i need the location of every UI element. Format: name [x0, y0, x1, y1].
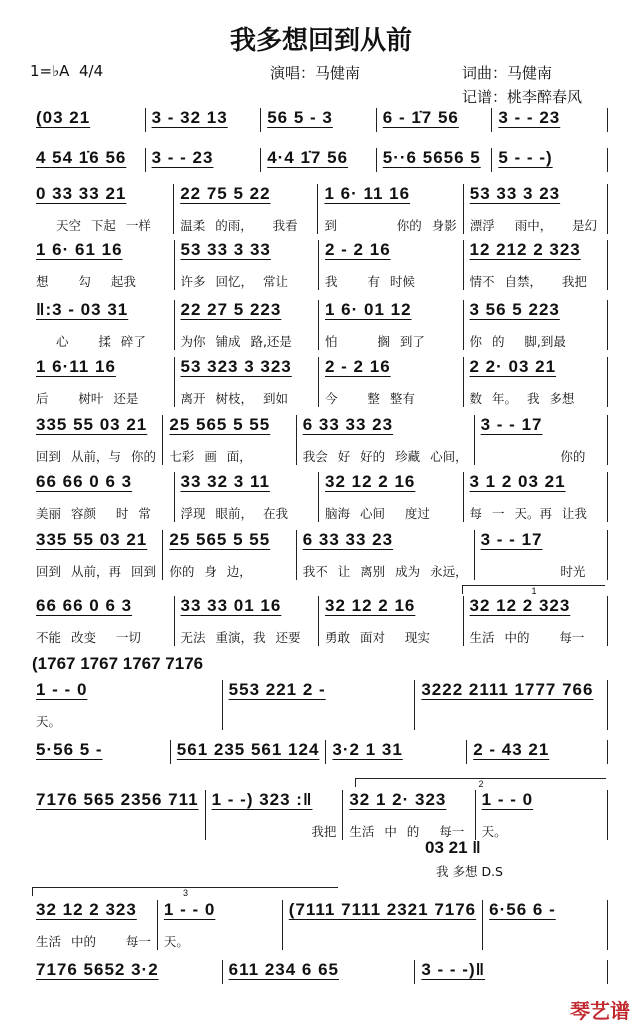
- staff-row: [30, 240, 608, 290]
- measure-notes: 22 75 5 22: [180, 184, 271, 203]
- measure-notes: 53 33 3 33: [180, 240, 271, 259]
- measure: [475, 530, 608, 580]
- measure-notes: 561 235 561 124: [176, 740, 320, 759]
- lyrics: 心 揉 碎了: [36, 334, 146, 349]
- singer: 演唱：马健南: [270, 64, 361, 82]
- measure: [283, 900, 483, 950]
- measure-notes: 32 1 2· 323: [349, 790, 447, 809]
- measure-notes: 3 56 5 223: [469, 300, 560, 319]
- lyrics: 今 整 整有: [325, 391, 415, 406]
- volta-2: 2: [355, 778, 606, 787]
- measure: [175, 300, 320, 350]
- lyrics: 我 有 时候: [325, 274, 415, 289]
- lyrics: 为你 铺成 路,还是: [180, 334, 292, 349]
- staff-row: [30, 960, 608, 984]
- measure: [343, 790, 475, 840]
- measure-notes: 1 - - 0: [36, 680, 88, 699]
- measure-notes: 2 - 43 21: [473, 740, 550, 759]
- measure-notes: 335 55 03 21: [36, 415, 148, 434]
- lyrics: 你 的 脚,到最: [469, 334, 566, 349]
- staff-row: [30, 300, 608, 350]
- measure-notes: 3 1 2 03 21: [469, 472, 566, 491]
- lyrics: 怕 搁 到了: [325, 334, 425, 349]
- composer: 词曲：马健南: [462, 64, 553, 82]
- measure-notes: 1 - - 0: [163, 900, 216, 919]
- measure: [415, 960, 608, 984]
- measure-notes: 1 6· 01 12: [325, 300, 412, 319]
- lyrics: 每 一 天。再 让我: [469, 506, 587, 521]
- key: 1=♭A: [30, 62, 70, 80]
- lyrics: 时光: [480, 564, 586, 579]
- lyrics: 想 勾 起我: [36, 274, 136, 289]
- lyrics: 七彩 画 面，: [169, 449, 252, 464]
- lyrics: 不能 改变 一切: [36, 630, 141, 645]
- measure-notes: 6 33 33 23: [302, 530, 394, 549]
- measure-notes: 66 66 0 6 3: [36, 472, 133, 491]
- measure-notes: 32 12 2 323: [469, 596, 571, 615]
- staff-row: [30, 357, 608, 407]
- measure: [464, 184, 608, 234]
- measure: [171, 740, 327, 764]
- staff-row: [30, 680, 608, 730]
- lyrics: 浮现 眼前， 在我: [180, 506, 288, 521]
- measure: [158, 900, 283, 950]
- song-title: 我多想回到从前: [229, 26, 412, 56]
- measure: [206, 790, 344, 840]
- measure: [319, 357, 464, 407]
- measure-notes: 611 234 6 65: [228, 960, 339, 979]
- staff-row: [30, 184, 608, 234]
- lyrics: 天。: [36, 714, 62, 729]
- measure: [223, 680, 416, 730]
- measure: [464, 240, 609, 290]
- measure: [175, 472, 320, 522]
- measure: [175, 240, 320, 290]
- measure-notes: 32 12 2 16: [325, 596, 416, 615]
- measure-notes: 3 - - 17: [480, 415, 543, 434]
- measure: [377, 148, 493, 172]
- measure-notes: 33 33 01 16: [180, 596, 282, 615]
- lyrics: 勇敢 面对 现实: [325, 630, 430, 645]
- measure: [319, 472, 464, 522]
- staff-row: [30, 472, 608, 522]
- measure: [492, 108, 608, 132]
- measure: [492, 148, 608, 172]
- measure-notes: 6 - 1̇7 56: [382, 108, 459, 127]
- lyrics: 生活 中的 每一: [469, 630, 585, 645]
- measure: [319, 240, 464, 290]
- measure: [30, 596, 175, 646]
- staff-row: [30, 108, 608, 132]
- measure: [30, 960, 223, 984]
- measure: [318, 184, 463, 234]
- lyrics: 你的 身 边，: [169, 564, 252, 579]
- measure-notes: 6·56 6 -: [489, 900, 556, 919]
- measure-notes: 25 565 5 55: [169, 530, 271, 549]
- measure-notes: 56 5 - 3: [267, 108, 333, 127]
- measure-notes: 7176 565 2356 711: [36, 790, 199, 809]
- measure-notes: 335 55 03 21: [36, 530, 148, 549]
- key-signature: [30, 62, 103, 80]
- measure-notes: 53 323 3 323: [180, 357, 292, 376]
- lyrics: 天空 下起 一样: [36, 218, 151, 233]
- measure: [297, 530, 475, 580]
- measure: [415, 680, 608, 730]
- measure-notes: 3·2 1 31: [332, 740, 403, 759]
- measure-notes: 66 66 0 6 3: [36, 596, 133, 615]
- lyrics: 离开 树枝， 到如: [180, 391, 288, 406]
- measure-notes: 3222 2111 1777 766: [421, 680, 594, 699]
- measure-notes: 4·4 1̇7 56: [267, 148, 349, 167]
- lyrics: 许多 回忆， 常让: [180, 274, 288, 289]
- measure: [30, 680, 223, 730]
- staff-row: [30, 148, 608, 172]
- staff-row: [30, 900, 608, 950]
- lyrics: 生活 中 的 每一: [349, 824, 465, 839]
- measure-notes: 5 - - -): [498, 148, 553, 167]
- measure-notes: 7176 5652 3·2: [36, 960, 159, 979]
- lyrics: 我不 让 离别 成为 永远，: [302, 564, 468, 579]
- measure: [464, 596, 609, 646]
- measure-notes: 4 54 1̇6 56: [36, 148, 127, 167]
- measure-notes: 25 565 5 55: [169, 415, 271, 434]
- ending-lyrics: 我 多想 D.S: [436, 864, 503, 879]
- measure: [163, 530, 296, 580]
- measure-notes: 2 2· 03 21: [469, 357, 557, 376]
- measure: [30, 300, 175, 350]
- lyrics: 我把: [211, 824, 337, 839]
- measure: [30, 240, 175, 290]
- measure-notes: 33 32 3 11: [180, 472, 270, 491]
- lyrics: 天。: [481, 824, 507, 839]
- measure: [30, 790, 206, 840]
- measure-notes: 3 - 32 13: [151, 108, 228, 127]
- measure: [261, 108, 377, 132]
- measure: [30, 184, 174, 234]
- measure: [377, 108, 493, 132]
- lyrics: 美丽 容颜 时 常: [36, 506, 151, 521]
- lyrics: 数 年。 我 多想: [469, 391, 575, 406]
- logo: 琴艺谱: [570, 999, 630, 1023]
- measure: [475, 415, 608, 465]
- measure-notes: 53 33 3 23: [469, 184, 561, 203]
- measure-notes: 32 12 2 323: [36, 900, 137, 919]
- lyrics: 回到 从前，再 回到: [36, 564, 156, 579]
- measure-notes: 32 12 2 16: [325, 472, 416, 491]
- measure-notes: (03 21: [36, 108, 91, 127]
- staff-row: [30, 596, 608, 646]
- measure: [467, 740, 608, 764]
- lyrics: 我会 好 好的 珍藏 心间，: [302, 449, 468, 464]
- staff-row: [30, 740, 608, 764]
- measure: [483, 900, 608, 950]
- measure: [464, 300, 609, 350]
- measure: [464, 472, 609, 522]
- measure-notes: 5··6 5656 5: [382, 148, 481, 167]
- transcriber: 记谱：桃李醉春风: [462, 88, 583, 106]
- staff-row: [30, 415, 608, 465]
- measure-notes: 3 - - 23: [151, 148, 214, 167]
- lyrics: 漂浮 雨中， 是幻: [469, 218, 598, 233]
- measure: [146, 148, 262, 172]
- measure: [30, 415, 163, 465]
- measure: [30, 357, 175, 407]
- lyrics: 温柔 的雨， 我看: [180, 218, 298, 233]
- measure-notes: 3 - - -)‖: [421, 960, 486, 979]
- time-signature: 4/4: [79, 62, 104, 80]
- measure-notes: 1 - - 0: [481, 790, 534, 809]
- measure: [464, 357, 609, 407]
- measure-notes: ‖:3 - 03 31: [36, 300, 129, 319]
- lyrics: 生活 中的 每一: [36, 934, 151, 949]
- measure-notes: 12 212 2 323: [469, 240, 581, 259]
- volta-3: 3: [32, 887, 338, 896]
- measure: [476, 790, 608, 840]
- lyrics: 天。: [163, 934, 189, 949]
- ending-notes: 03 21 ‖: [425, 838, 481, 857]
- measure: [30, 472, 175, 522]
- volta-1: 1: [462, 585, 605, 594]
- measure-notes: 3 - - 23: [498, 108, 561, 127]
- measure-notes: 1 6· 61 16: [36, 240, 123, 259]
- measure-notes: 1 - -) 323 :‖: [211, 790, 313, 809]
- measure-notes: 1 6·11 16: [36, 357, 116, 376]
- measure: [223, 960, 416, 984]
- measure: [175, 596, 320, 646]
- measure-notes: 6 33 33 23: [302, 415, 394, 434]
- measure: [146, 108, 262, 132]
- measure-notes: 2 - 2 16: [325, 240, 391, 259]
- measure: [30, 900, 158, 950]
- staff-row: [30, 790, 608, 840]
- measure: [163, 415, 296, 465]
- measure-notes: 3 - - 17: [480, 530, 543, 549]
- lyrics: 回到 从前，与 你的: [36, 449, 156, 464]
- lyrics: 你的: [480, 449, 586, 464]
- measure: [30, 108, 146, 132]
- measure-notes: 2 - 2 16: [325, 357, 391, 376]
- measure-notes: 1 6· 11 16: [324, 184, 411, 203]
- lyrics: 到 你的 身影: [324, 218, 457, 233]
- measure: [297, 415, 475, 465]
- measure-notes: 22 27 5 223: [180, 300, 282, 319]
- measure: [261, 148, 377, 172]
- measure: [326, 740, 467, 764]
- interlude-notes: (1767 1767 1767 7176: [32, 654, 204, 673]
- measure: [175, 357, 320, 407]
- measure-notes: (7111 7111 2321 7176: [288, 900, 477, 919]
- measure-notes: 5·56 5 -: [36, 740, 103, 759]
- staff-row: [30, 530, 608, 580]
- measure: [30, 530, 163, 580]
- measure: [30, 740, 171, 764]
- measure: [319, 300, 464, 350]
- lyrics: 脑海 心间 度过: [325, 506, 430, 521]
- measure: [30, 148, 146, 172]
- lyrics: 后 树叶 还是: [36, 391, 139, 406]
- measure-notes: 553 221 2 -: [228, 680, 326, 699]
- lyrics: 情不 自禁， 我把: [469, 274, 587, 289]
- measure-notes: 0 33 33 21: [36, 184, 127, 203]
- lyrics: 无法 重演，我 还要: [180, 630, 301, 645]
- measure: [319, 596, 464, 646]
- measure: [174, 184, 318, 234]
